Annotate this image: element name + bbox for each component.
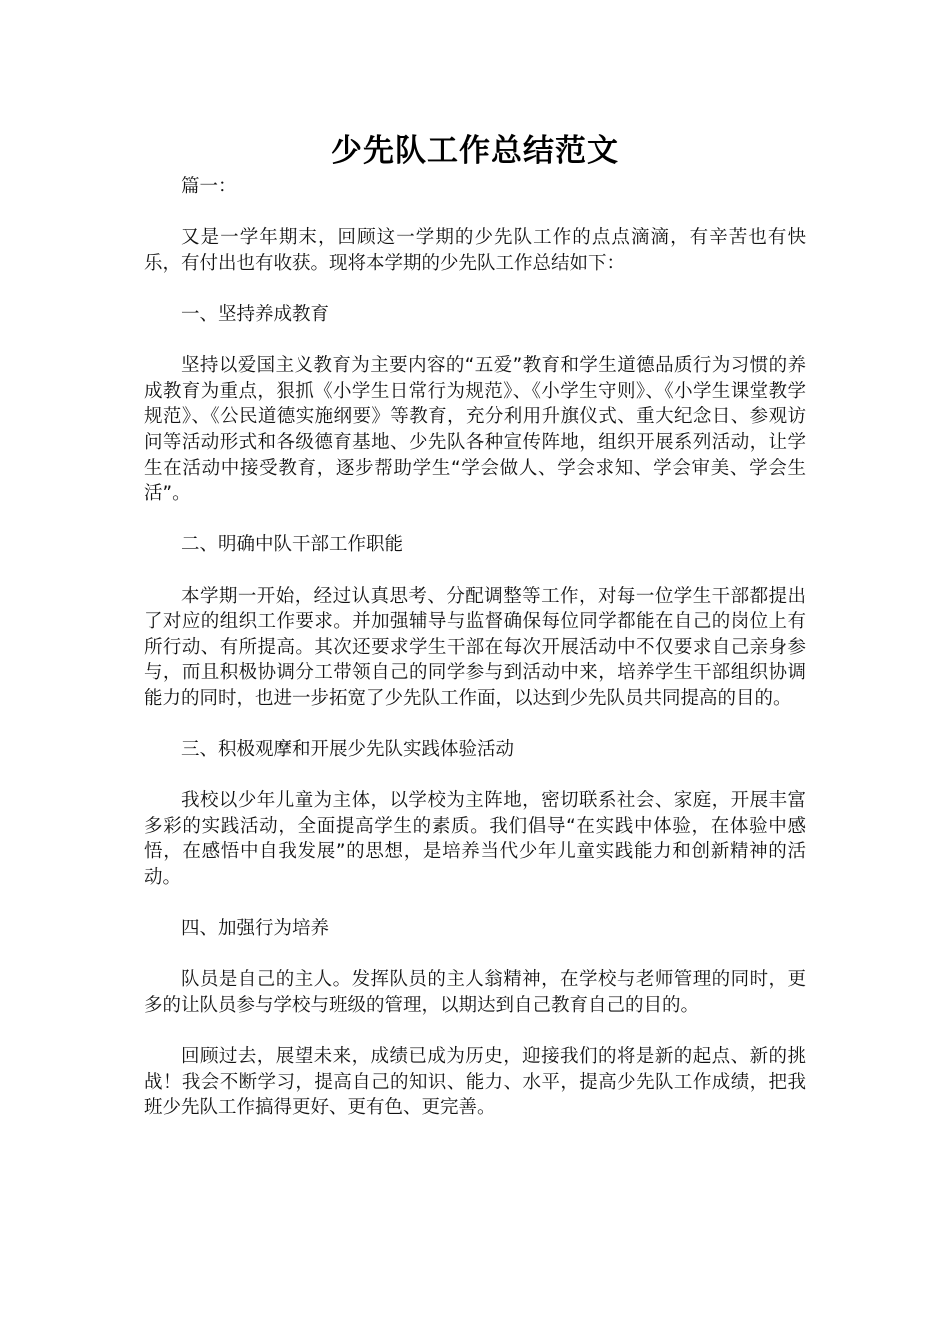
closing-paragraph: 回顾过去，展望未来，成绩已成为历史，迎接我们的将是新的起点、新的挑战！我会不断学习，提高自己的知识、能力、水平，提高少先队工作成绩，把我班少先队工作搞得更好、更有色、更完善。 (144, 1046, 806, 1119)
paragraph-gap (144, 711, 806, 737)
intro-paragraph: 又是一学年期末，回顾这一学期的少先队工作的点点滴滴，有辛苦也有快乐，有付出也有收获。现将本学期的少先队工作总结如下： (144, 227, 806, 274)
paragraph-gap (144, 1019, 806, 1045)
body-paragraph-4: 队员是自己的主人。发挥队员的主人翁精神，在学校与老师管理的同时，更多的让队员参与学校与班级的管理，以期达到自己教育自己的目的。 (144, 969, 806, 1016)
heading-2: 二、明确中队干部工作职能 (181, 534, 404, 556)
heading-4: 四、加强行为培养 (181, 918, 330, 940)
document-body (144, 174, 806, 1121)
paragraph-gap (144, 558, 806, 584)
paragraph-gap (144, 328, 806, 354)
paragraph-gap (144, 507, 806, 533)
body-paragraph-2: 本学期一开始，经过认真思考、分配调整等工作，对每一位学生干部都提出了对应的组织工作要求。并加强辅导与监督确保每位同学都能在自己的岗位上有所行动、有所提高。其次还要求学生干部在每次开展活动中不仅要求自己亲身参与，而且积极协调分工带领自己的同学参与到活动中来，培养学生干部组织协调能力的同时，也进一步拓宽了少先队工作面，以达到少先队员共同提高的目的。 (144, 585, 806, 709)
paragraph-gap (144, 763, 806, 789)
paragraph-gap (144, 276, 806, 302)
heading-1: 一、坚持养成教育 (181, 303, 330, 325)
paragraph-gap (144, 200, 806, 226)
heading-3: 三、积极观摩和开展少先队实践体验活动 (181, 739, 515, 761)
body-paragraph-3: 我校以少年儿童为主体，以学校为主阵地，密切联系社会、家庭，开展丰富多彩的实践活动，全面提高学生的素质。我们倡导“在实践中体验，在体验中感悟，在感悟中自我发展”的思想，是培养当代少年儿童实践能力和创新精神的活动。 (144, 790, 806, 889)
document-title: 少先队工作总结范文 (331, 133, 619, 169)
body-paragraph-1: 坚持以爱国主义教育为主要内容的“五爱”教育和学生道德品质行为习惯的养成教育为重点，狠抓《小学生日常行为规范》、《小学生守则》、《小学生课堂教学规范》、《公民道德实施纲要》等教育，充分利用升旗仪式、重大纪念日、参观访问等活动形式和各级德育基地、少先队各种宣传阵地，组织开展系列活动，让学生在活动中接受教育，逐步帮助学生“学会做人、学会求知、学会审美、学会生活”。 (144, 355, 806, 505)
paragraph-gap (144, 891, 806, 917)
paragraph-gap (144, 942, 806, 968)
section-label: 篇一： (181, 176, 237, 197)
